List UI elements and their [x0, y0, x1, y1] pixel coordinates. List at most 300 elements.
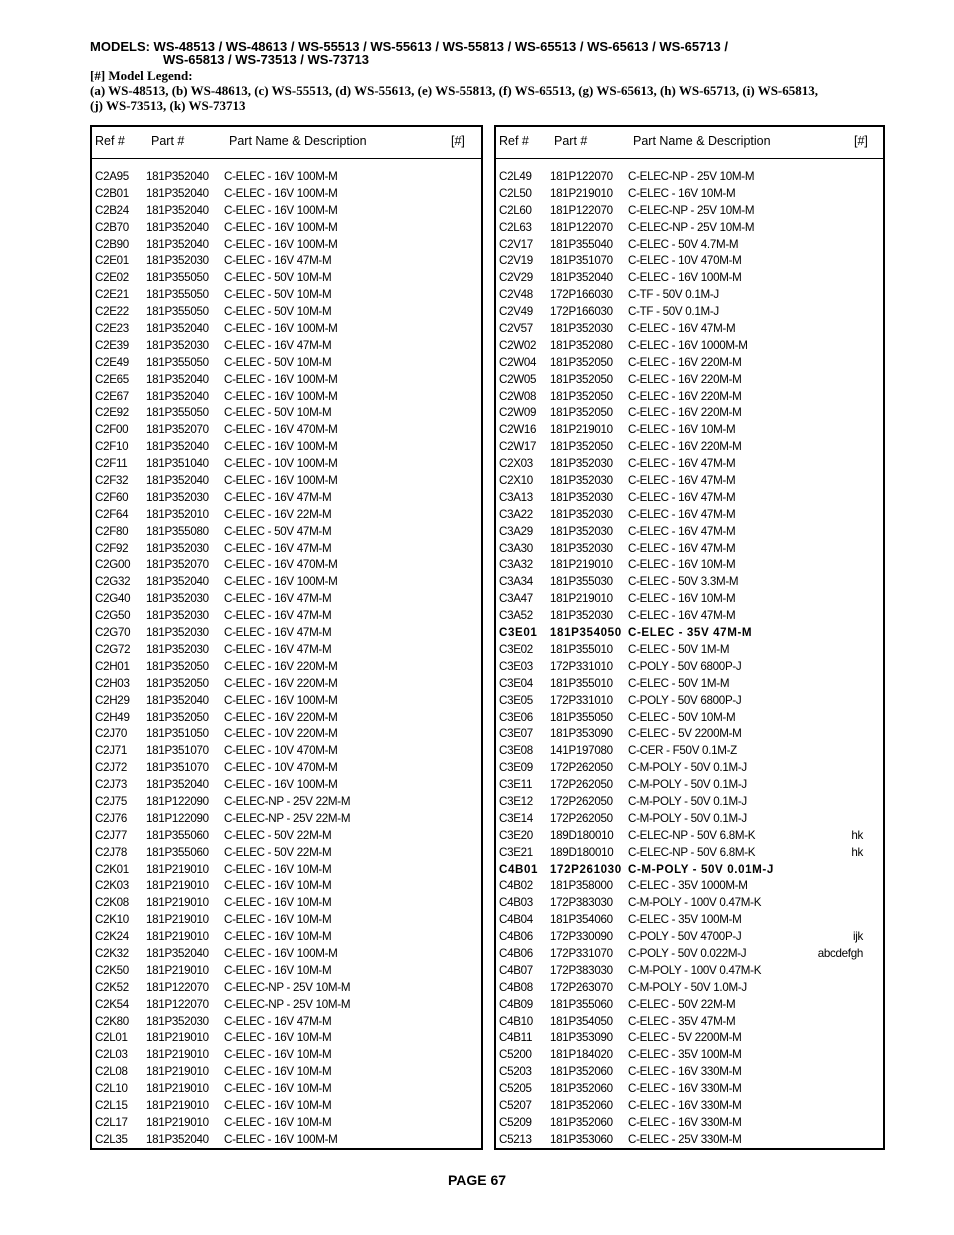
part-number-cell: 181P352050 — [550, 372, 613, 386]
part-number-cell: 172P383030 — [550, 963, 613, 977]
description-cell: C-ELEC - 16V 330M-M — [628, 1082, 742, 1096]
description-cell: C-ELEC - 16V 220M-M — [628, 372, 742, 386]
ref-cell: C3E21 — [499, 845, 533, 859]
ref-cell: C5200 — [499, 1048, 532, 1062]
part-number-cell: 181P351070 — [146, 761, 209, 775]
part-number-cell: 181P352040 — [146, 693, 209, 707]
table-row — [92, 608, 481, 625]
table-row — [92, 760, 481, 777]
ref-cell: C2E92 — [95, 406, 129, 420]
part-number-cell: 181P352040 — [146, 389, 209, 403]
description-cell: C-ELEC - 16V 47M-M — [628, 507, 736, 521]
table-row — [92, 473, 481, 490]
part-number-cell: 181P355050 — [550, 710, 613, 724]
table-row — [92, 372, 481, 389]
table-row — [92, 693, 481, 710]
table-row — [92, 203, 481, 220]
part-number-cell: 172P166030 — [550, 288, 613, 302]
part-number-cell: 181P122090 — [146, 794, 209, 808]
table-row — [92, 895, 481, 912]
part-number-cell: 181P358000 — [550, 879, 613, 893]
parts-table-right — [494, 125, 885, 1150]
description-cell: C-ELEC - 5V 2200M-M — [628, 727, 742, 741]
table-row — [496, 389, 883, 406]
col-ref-header: Ref # — [95, 134, 125, 148]
part-number-cell: 181P352040 — [146, 575, 209, 589]
table-row — [92, 811, 481, 828]
table-row — [92, 1132, 481, 1149]
table-row — [496, 726, 883, 743]
part-number-cell: 181P352040 — [146, 474, 209, 488]
part-number-cell: 181P355040 — [550, 237, 613, 251]
table-row — [496, 760, 883, 777]
part-number-cell: 181P352040 — [146, 170, 209, 183]
ref-cell: C4B06 — [499, 946, 533, 960]
part-number-cell: 181P352070 — [146, 423, 209, 437]
ref-cell: C2L49 — [499, 170, 532, 183]
ref-cell: C2L10 — [95, 1082, 128, 1096]
ref-cell: C2J72 — [95, 761, 128, 775]
part-number-cell: 181P352050 — [146, 659, 209, 673]
table-row — [496, 608, 883, 625]
part-number-cell: 181P219010 — [146, 862, 209, 876]
table-row — [496, 743, 883, 760]
ref-cell: C2F64 — [95, 507, 129, 521]
part-number-cell: 181P352030 — [146, 338, 209, 352]
description-cell: C-ELEC - 16V 10M-M — [224, 1048, 332, 1062]
table-row — [496, 1098, 883, 1115]
ref-cell: C2G40 — [95, 592, 131, 606]
part-number-cell: 181P355030 — [550, 575, 613, 589]
part-number-cell: 181P219010 — [146, 963, 209, 977]
description-cell: C-ELEC - 16V 100M-M — [224, 170, 338, 183]
description-cell: C-ELEC - 50V 22M-M — [224, 845, 332, 859]
table-row — [496, 507, 883, 524]
description-cell: C-M-POLY - 50V 0.01M-J — [628, 862, 774, 876]
ref-cell: C2K08 — [95, 896, 129, 910]
ref-cell: C2H03 — [95, 676, 130, 690]
ref-cell: C3E09 — [499, 761, 533, 775]
ref-cell: C2J76 — [95, 811, 128, 825]
description-cell: C-ELEC - 16V 10M-M — [224, 913, 332, 927]
page-header — [90, 40, 910, 113]
description-cell: C-ELEC - 16V 10M-M — [628, 423, 736, 437]
part-number-cell: 181P219010 — [550, 592, 613, 606]
table-row — [92, 1115, 481, 1132]
ref-cell: C4B03 — [499, 896, 533, 910]
part-number-cell: 181P122070 — [550, 203, 613, 217]
table-row — [92, 743, 481, 760]
ref-cell: C2J73 — [95, 778, 128, 792]
part-number-cell: 181P352040 — [146, 322, 209, 336]
description-cell: C-TF - 50V 0.1M-J — [628, 305, 719, 319]
ref-cell: C2J71 — [95, 744, 128, 758]
part-number-cell: 181P355060 — [550, 997, 613, 1011]
table-row — [92, 338, 481, 355]
description-cell: C-ELEC - 16V 100M-M — [224, 1132, 338, 1146]
description-cell: C-ELEC - 16V 10M-M — [224, 1065, 332, 1079]
model-code-cell: ijk — [852, 930, 863, 944]
description-cell: C-CER - F50V 0.1M-Z — [628, 744, 737, 758]
ref-cell: C2W09 — [499, 406, 537, 420]
part-number-cell: 181P352040 — [146, 778, 209, 792]
description-cell: C-ELEC - 10V 220M-M — [224, 727, 338, 741]
part-number-cell: 181P355050 — [146, 288, 209, 302]
models-line-1: MODELS: WS-48513 / WS-48613 / WS-55513 / WS-55613 / WS-55813 / WS-65513 / WS-65613 / WS-65713 / — [90, 39, 728, 54]
table-row — [92, 1047, 481, 1064]
description-cell: C-ELEC - 16V 330M-M — [628, 1098, 742, 1112]
table-row — [496, 625, 883, 642]
part-number-cell: 181P352050 — [550, 440, 613, 454]
table-row — [496, 845, 883, 862]
col-ref-header: Ref # — [499, 134, 529, 148]
ref-cell: C2K52 — [95, 980, 129, 994]
part-number-cell: 181P353090 — [550, 1031, 613, 1045]
table-row — [496, 811, 883, 828]
ref-cell: C3E01 — [499, 626, 538, 640]
table-row — [496, 591, 883, 608]
description-cell: C-ELEC - 35V 47M-M — [628, 626, 753, 640]
description-cell: C-ELEC - 16V 470M-M — [224, 423, 338, 437]
ref-cell: C2E01 — [95, 254, 129, 268]
table-row — [92, 186, 481, 203]
part-number-cell: 181P352060 — [550, 1098, 613, 1112]
part-number-cell: 181P352040 — [146, 203, 209, 217]
table-row — [496, 169, 883, 186]
ref-cell: C2L03 — [95, 1048, 128, 1062]
table-row — [496, 710, 883, 727]
ref-cell: C3E02 — [499, 642, 533, 656]
table-row — [92, 1098, 481, 1115]
ref-cell: C2G32 — [95, 575, 131, 589]
part-number-cell: 181P355060 — [146, 828, 209, 842]
table-row — [496, 524, 883, 541]
ref-cell: C3E07 — [499, 727, 533, 741]
description-cell: C-ELEC-NP - 50V 6.8M-K — [628, 845, 756, 859]
ref-cell: C4B02 — [499, 879, 533, 893]
ref-cell: C2V57 — [499, 322, 533, 336]
table-row — [496, 405, 883, 422]
part-number-cell: 181P353060 — [550, 1132, 613, 1146]
table-row — [92, 591, 481, 608]
part-number-cell: 181P352040 — [146, 237, 209, 251]
description-cell: C-M-POLY - 100V 0.47M-K — [628, 963, 762, 977]
table-row — [496, 1014, 883, 1031]
part-number-cell: 181P352030 — [550, 507, 613, 521]
description-cell: C-ELEC - 16V 100M-M — [224, 237, 338, 251]
description-cell: C-ELEC - 16V 10M-M — [224, 1082, 332, 1096]
table-row — [496, 253, 883, 270]
table-row — [92, 321, 481, 338]
description-cell: C-ELEC - 16V 47M-M — [628, 524, 736, 538]
description-cell: C-ELEC - 25V 330M-M — [628, 1132, 742, 1146]
description-cell: C-ELEC - 16V 10M-M — [224, 1031, 332, 1045]
ref-cell: C2L17 — [95, 1115, 128, 1129]
part-number-cell: 181P219010 — [146, 1115, 209, 1129]
description-cell: C-POLY - 50V 4700P-J — [628, 930, 742, 944]
description-cell: C-ELEC - 16V 220M-M — [628, 389, 742, 403]
table-row — [92, 828, 481, 845]
table-row — [496, 473, 883, 490]
ref-cell: C3E06 — [499, 710, 533, 724]
ref-cell: C2J78 — [95, 845, 128, 859]
description-cell: C-ELEC - 16V 47M-M — [224, 626, 332, 640]
description-cell: C-ELEC - 16V 10M-M — [628, 558, 736, 572]
description-cell: C-ELEC - 16V 47M-M — [224, 642, 332, 656]
col-model-header: [#] — [854, 134, 868, 148]
description-cell: C-ELEC - 16V 220M-M — [224, 676, 338, 690]
part-number-cell: 181P352080 — [550, 338, 613, 352]
description-cell: C-ELEC - 50V 22M-M — [628, 997, 736, 1011]
table-row — [92, 997, 481, 1014]
part-number-cell: 181P352030 — [550, 609, 613, 623]
ref-cell: C2K01 — [95, 862, 129, 876]
ref-cell: C2F00 — [95, 423, 129, 437]
description-cell: C-ELEC - 16V 100M-M — [224, 440, 338, 454]
part-number-cell: 172P262050 — [550, 778, 613, 792]
part-number-cell: 181P352030 — [146, 642, 209, 656]
description-cell: C-ELEC - 35V 100M-M — [628, 1048, 742, 1062]
table-row — [496, 270, 883, 287]
description-cell: C-ELEC - 16V 330M-M — [628, 1065, 742, 1079]
description-cell: C-ELEC-NP - 25V 10M-M — [224, 980, 351, 994]
part-number-cell: 181P352030 — [146, 609, 209, 623]
table-row — [92, 929, 481, 946]
table-row — [92, 963, 481, 980]
table-row — [496, 997, 883, 1014]
page-number: PAGE 67 — [447, 1172, 507, 1188]
part-number-cell: 181P219010 — [146, 1048, 209, 1062]
part-number-cell: 172P261030 — [550, 862, 622, 876]
description-cell: C-ELEC - 16V 220M-M — [628, 406, 742, 420]
description-cell: C-ELEC - 16V 100M-M — [224, 186, 338, 200]
part-number-cell: 181P352030 — [550, 541, 613, 555]
table-row — [92, 862, 481, 879]
ref-cell: C3A22 — [499, 507, 533, 521]
part-number-cell: 181P122070 — [146, 980, 209, 994]
part-number-cell: 181P219010 — [146, 879, 209, 893]
description-cell: C-ELEC - 16V 10M-M — [224, 879, 332, 893]
description-cell: C-TF - 50V 0.1M-J — [628, 288, 719, 302]
part-number-cell: 181P219010 — [146, 930, 209, 944]
table-row — [496, 439, 883, 456]
description-cell: C-ELEC-NP - 25V 10M-M — [628, 220, 755, 234]
table-row — [92, 253, 481, 270]
ref-cell: C2W08 — [499, 389, 537, 403]
description-cell: C-M-POLY - 50V 0.1M-J — [628, 778, 747, 792]
table-row — [496, 203, 883, 220]
table-row — [92, 777, 481, 794]
description-cell: C-ELEC - 50V 47M-M — [224, 524, 332, 538]
description-cell: C-ELEC - 16V 10M-M — [224, 930, 332, 944]
description-cell: C-ELEC-NP - 25V 22M-M — [224, 811, 351, 825]
description-cell: C-ELEC - 16V 10M-M — [628, 592, 736, 606]
part-number-cell: 181P354060 — [550, 913, 613, 927]
part-number-cell: 181P219010 — [146, 1065, 209, 1079]
ref-cell: C2W17 — [499, 440, 537, 454]
table-row — [496, 912, 883, 929]
part-number-cell: 172P262050 — [550, 794, 613, 808]
description-cell: C-ELEC - 16V 100M-M — [628, 271, 742, 285]
ref-cell: C5213 — [499, 1132, 532, 1146]
col-part-header: Part # — [151, 134, 185, 148]
part-number-cell: 181P352040 — [146, 220, 209, 234]
table-row — [496, 929, 883, 946]
ref-cell: C2F11 — [95, 457, 128, 471]
description-cell: C-ELEC-NP - 25V 22M-M — [224, 794, 351, 808]
part-number-cell: 181P352050 — [146, 710, 209, 724]
table-row — [92, 1081, 481, 1098]
table-row — [496, 642, 883, 659]
table-row — [92, 794, 481, 811]
ref-cell: C2W16 — [499, 423, 537, 437]
ref-cell: C3E04 — [499, 676, 533, 690]
table-row — [496, 1081, 883, 1098]
ref-cell: C2L60 — [499, 203, 532, 217]
table-row — [92, 912, 481, 929]
part-number-cell: 181P219010 — [550, 558, 613, 572]
description-cell: C-ELEC - 16V 47M-M — [628, 322, 736, 336]
description-cell: C-ELEC - 16V 47M-M — [628, 609, 736, 623]
description-cell: C-ELEC - 16V 47M-M — [224, 592, 332, 606]
ref-cell: C2V48 — [499, 288, 533, 302]
ref-cell: C2H29 — [95, 693, 130, 707]
table-row — [496, 777, 883, 794]
description-cell: C-M-POLY - 50V 1.0M-J — [628, 980, 747, 994]
part-number-cell: 181P354050 — [550, 626, 622, 640]
part-number-cell: 181P352030 — [550, 524, 613, 538]
table-row — [92, 946, 481, 963]
table-row — [92, 439, 481, 456]
part-number-cell: 181P352040 — [146, 946, 209, 960]
part-number-cell: 172P383030 — [550, 896, 613, 910]
ref-cell: C2H01 — [95, 659, 130, 673]
col-desc-header: Part Name & Description — [229, 134, 367, 148]
part-number-cell: 181P352030 — [550, 457, 613, 471]
ref-cell: C2W05 — [499, 372, 537, 386]
part-number-cell: 181P352040 — [550, 271, 613, 285]
part-number-cell: 141P197080 — [550, 744, 613, 758]
part-number-cell: 181P353090 — [550, 727, 613, 741]
table-row — [496, 878, 883, 895]
ref-cell: C2B24 — [95, 203, 129, 217]
part-number-cell: 181P219010 — [550, 423, 613, 437]
description-cell: C-M-POLY - 50V 0.1M-J — [628, 761, 747, 775]
table-row — [92, 1064, 481, 1081]
description-cell: C-ELEC - 35V 47M-M — [628, 1014, 736, 1028]
part-number-cell: 181P352040 — [146, 186, 209, 200]
part-number-cell: 172P262050 — [550, 811, 613, 825]
table-row — [496, 490, 883, 507]
part-number-cell: 181P352060 — [550, 1065, 613, 1079]
description-cell: C-ELEC - 16V 100M-M — [224, 389, 338, 403]
description-cell: C-ELEC - 50V 3.3M-M — [628, 575, 739, 589]
part-number-cell: 181P352030 — [146, 490, 209, 504]
ref-cell: C2K32 — [95, 946, 129, 960]
table-row — [92, 676, 481, 693]
ref-cell: C3A13 — [499, 490, 533, 504]
description-cell: C-ELEC - 16V 470M-M — [224, 558, 338, 572]
table-row — [496, 862, 883, 879]
table-row — [496, 828, 883, 845]
ref-cell: C2B01 — [95, 186, 129, 200]
part-number-cell: 181P219010 — [146, 896, 209, 910]
part-number-cell: 181P184020 — [550, 1048, 613, 1062]
part-number-cell: 181P352030 — [146, 541, 209, 555]
table-header — [496, 127, 883, 159]
ref-cell: C4B11 — [499, 1031, 533, 1045]
description-cell: C-ELEC - 16V 100M-M — [224, 778, 338, 792]
ref-cell: C2B70 — [95, 220, 129, 234]
part-number-cell: 181P219010 — [146, 1082, 209, 1096]
ref-cell: C5203 — [499, 1065, 532, 1079]
part-number-cell: 181P219010 — [550, 186, 613, 200]
description-cell: C-ELEC - 16V 100M-M — [224, 693, 338, 707]
description-cell: C-POLY - 50V 6800P-J — [628, 693, 742, 707]
table-row — [92, 287, 481, 304]
col-part-header: Part # — [554, 134, 588, 148]
part-number-cell: 181P352070 — [146, 558, 209, 572]
description-cell: C-ELEC - 16V 100M-M — [224, 203, 338, 217]
description-cell: C-ELEC - 5V 2200M-M — [628, 1031, 742, 1045]
description-cell: C-ELEC - 50V 10M-M — [224, 305, 332, 319]
description-cell: C-ELEC - 16V 100M-M — [224, 946, 338, 960]
part-number-cell: 181P352030 — [146, 592, 209, 606]
part-number-cell: 181P352050 — [146, 676, 209, 690]
models-line-2: WS-65813 / WS-73513 / WS-73713 — [163, 52, 369, 67]
ref-cell: C2G50 — [95, 609, 131, 623]
ref-cell: C2F60 — [95, 490, 129, 504]
ref-cell: C2W04 — [499, 355, 537, 369]
ref-cell: C2E02 — [95, 271, 129, 285]
table-row — [92, 422, 481, 439]
ref-cell: C3A30 — [499, 541, 533, 555]
part-number-cell: 181P351040 — [146, 457, 209, 471]
description-cell: C-ELEC - 10V 470M-M — [224, 744, 338, 758]
description-cell: C-ELEC - 10V 470M-M — [628, 254, 742, 268]
part-number-cell: 181P355050 — [146, 355, 209, 369]
description-cell: C-ELEC - 16V 330M-M — [628, 1115, 742, 1129]
description-cell: C-ELEC - 16V 220M-M — [224, 659, 338, 673]
part-number-cell: 181P122090 — [146, 811, 209, 825]
ref-cell: C2H49 — [95, 710, 130, 724]
ref-cell: C2L50 — [499, 186, 532, 200]
table-row — [496, 287, 883, 304]
table-row — [496, 574, 883, 591]
ref-cell: C4B06 — [499, 930, 533, 944]
part-number-cell: 181P352030 — [550, 490, 613, 504]
ref-cell: C2G70 — [95, 626, 131, 640]
part-number-cell: 181P355050 — [146, 271, 209, 285]
description-cell: C-ELEC - 50V 1M-M — [628, 676, 730, 690]
ref-cell: C2E49 — [95, 355, 129, 369]
description-cell: C-ELEC - 16V 47M-M — [224, 254, 332, 268]
ref-cell: C2E22 — [95, 305, 129, 319]
description-cell: C-ELEC - 16V 47M-M — [224, 490, 332, 504]
table-row — [92, 169, 481, 186]
table-row — [92, 237, 481, 254]
table-row — [496, 456, 883, 473]
table-row — [496, 422, 883, 439]
table-row — [92, 574, 481, 591]
ref-cell: C4B09 — [499, 997, 533, 1011]
col-desc-header: Part Name & Description — [633, 134, 771, 148]
table-row — [92, 507, 481, 524]
ref-cell: C3A47 — [499, 592, 533, 606]
ref-cell: C5207 — [499, 1098, 532, 1112]
part-number-cell: 172P262050 — [550, 761, 613, 775]
description-cell: C-ELEC - 16V 47M-M — [224, 338, 332, 352]
